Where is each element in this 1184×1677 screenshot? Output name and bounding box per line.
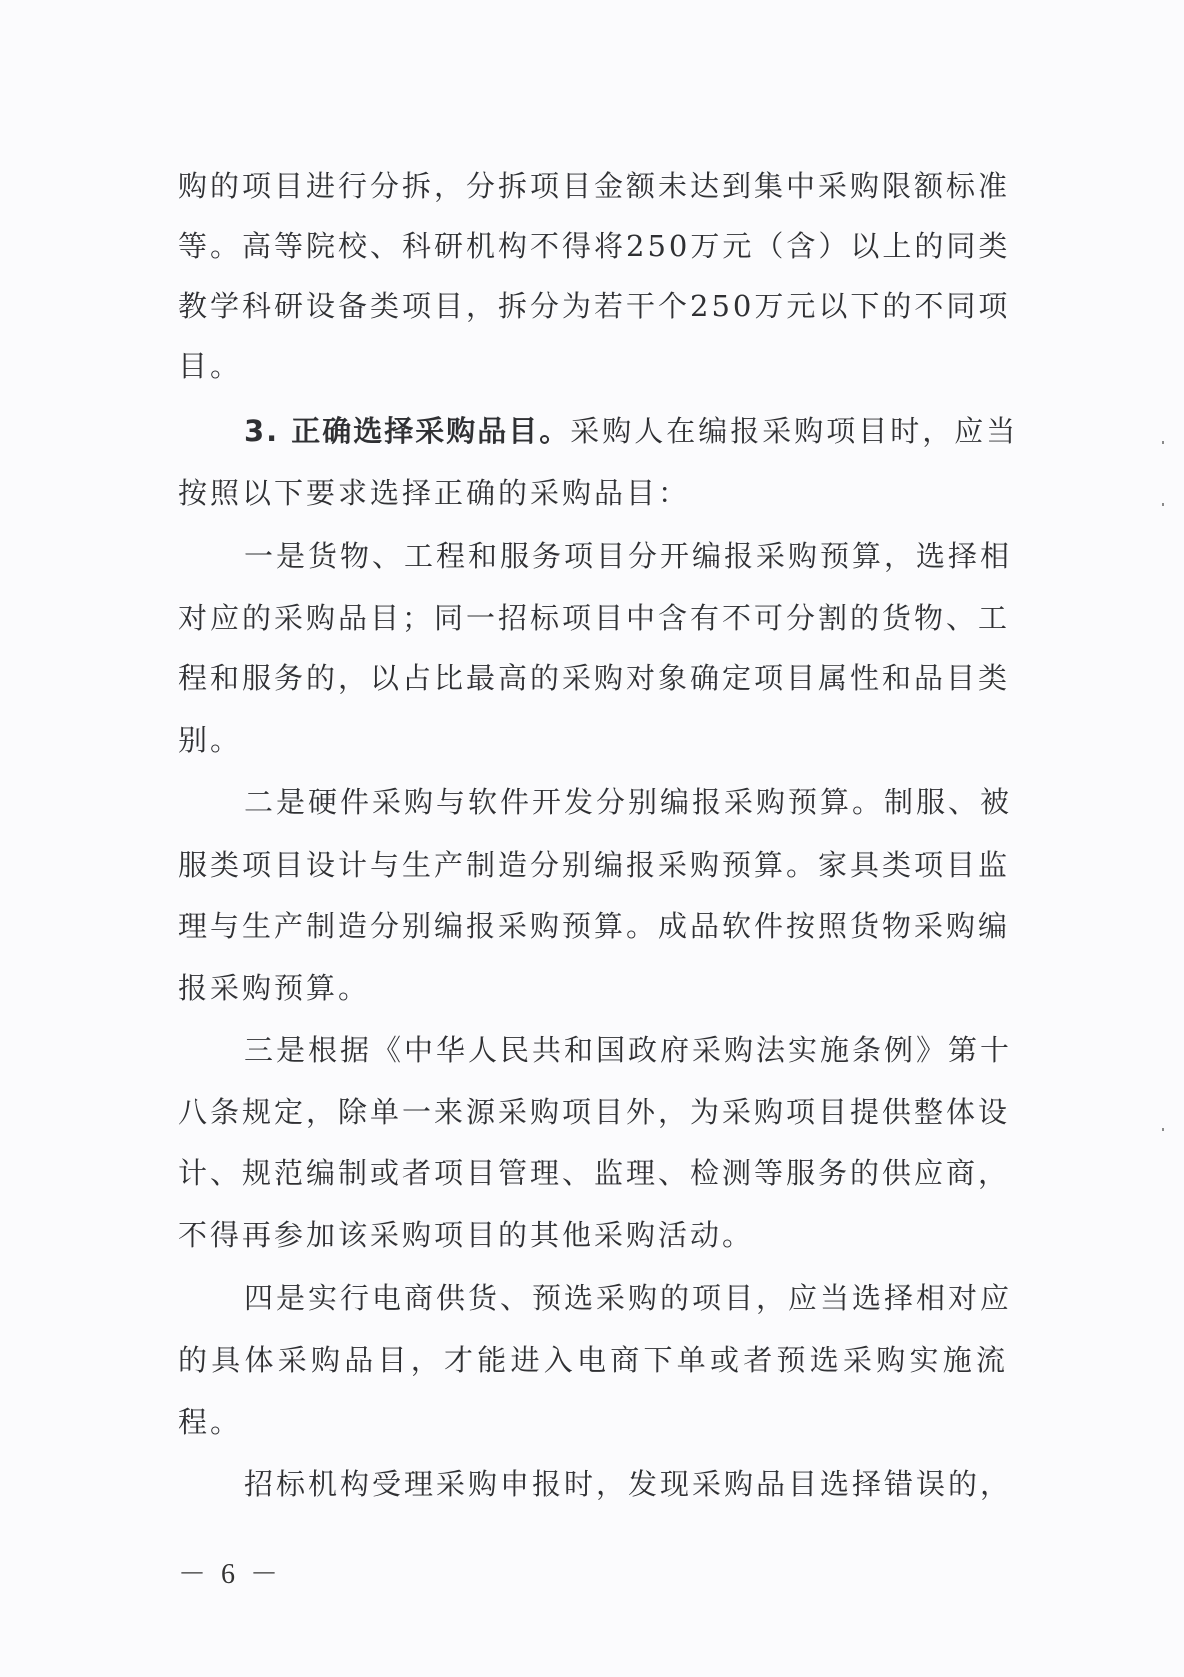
paragraph-five-line-1: 招标机构受理采购申报时，发现采购品目选择错误的， (244, 1467, 1013, 1501)
paragraph-one-line-2: 对应的采购品目；同一招标项目中含有不可分割的货物、工 (178, 601, 1011, 635)
paragraph-one-line-4: 别。 (178, 723, 243, 757)
section-3-first-line (244, 411, 1019, 451)
section-3-heading: 3. 正确选择采购品目。 (244, 414, 571, 448)
paragraph-four-line-3: 程。 (178, 1405, 243, 1439)
text-line-3: 教学科研设备类项目，拆分为若干个250万元以下的不同项 (178, 289, 1011, 323)
paragraph-two-line-4: 报采购预算。 (178, 971, 371, 1005)
paragraph-three-line-3: 计、规范编制或者项目管理、监理、检测等服务的供应商， (178, 1156, 1011, 1190)
paragraph-three-line-2: 八条规定，除单一来源采购项目外，为采购项目提供整体设 (178, 1095, 1011, 1129)
paragraph-three-line-1: 三是根据《中华人民共和国政府采购法实施条例》第十 (244, 1033, 1013, 1067)
text-line-1: 购的项目进行分拆，分拆项目金额未达到集中采购限额标准 (178, 169, 1011, 203)
paragraph-four-line-2: 的具体采购品目，才能进入电商下单或者预选采购实施流 (178, 1343, 1008, 1377)
text-line-6: 按照以下要求选择正确的采购品目： (178, 476, 691, 510)
paragraph-three-line-4: 不得再参加该采购项目的其他采购活动。 (178, 1218, 755, 1252)
paragraph-two-line-2: 服类项目设计与生产制造分别编报采购预算。家具类项目监 (178, 848, 1011, 882)
scan-mark (1162, 1128, 1164, 1131)
paragraph-two-line-3: 理与生产制造分别编报采购预算。成品软件按照货物采购编 (178, 909, 1011, 943)
paragraph-two-line-1: 二是硬件采购与软件开发分别编报采购预算。制服、被 (244, 785, 1013, 819)
text-line-2: 等。高等院校、科研机构不得将250万元（含）以上的同类 (178, 229, 1011, 263)
section-3-heading-text: 采购人在编报采购项目时，应当 (570, 414, 1019, 448)
scan-mark (1162, 441, 1164, 444)
paragraph-one-line-3: 程和服务的，以占比最高的采购对象确定项目属性和品目类 (178, 661, 1011, 695)
page-number: － 6 － (178, 1559, 283, 1590)
text-line-4: 目。 (178, 349, 243, 383)
paragraph-four-line-1: 四是实行电商供货、预选采购的项目，应当选择相对应 (244, 1281, 1013, 1315)
paragraph-one-line-1: 一是货物、工程和服务项目分开编报采购预算，选择相 (244, 539, 1013, 573)
scan-mark (1162, 503, 1164, 506)
